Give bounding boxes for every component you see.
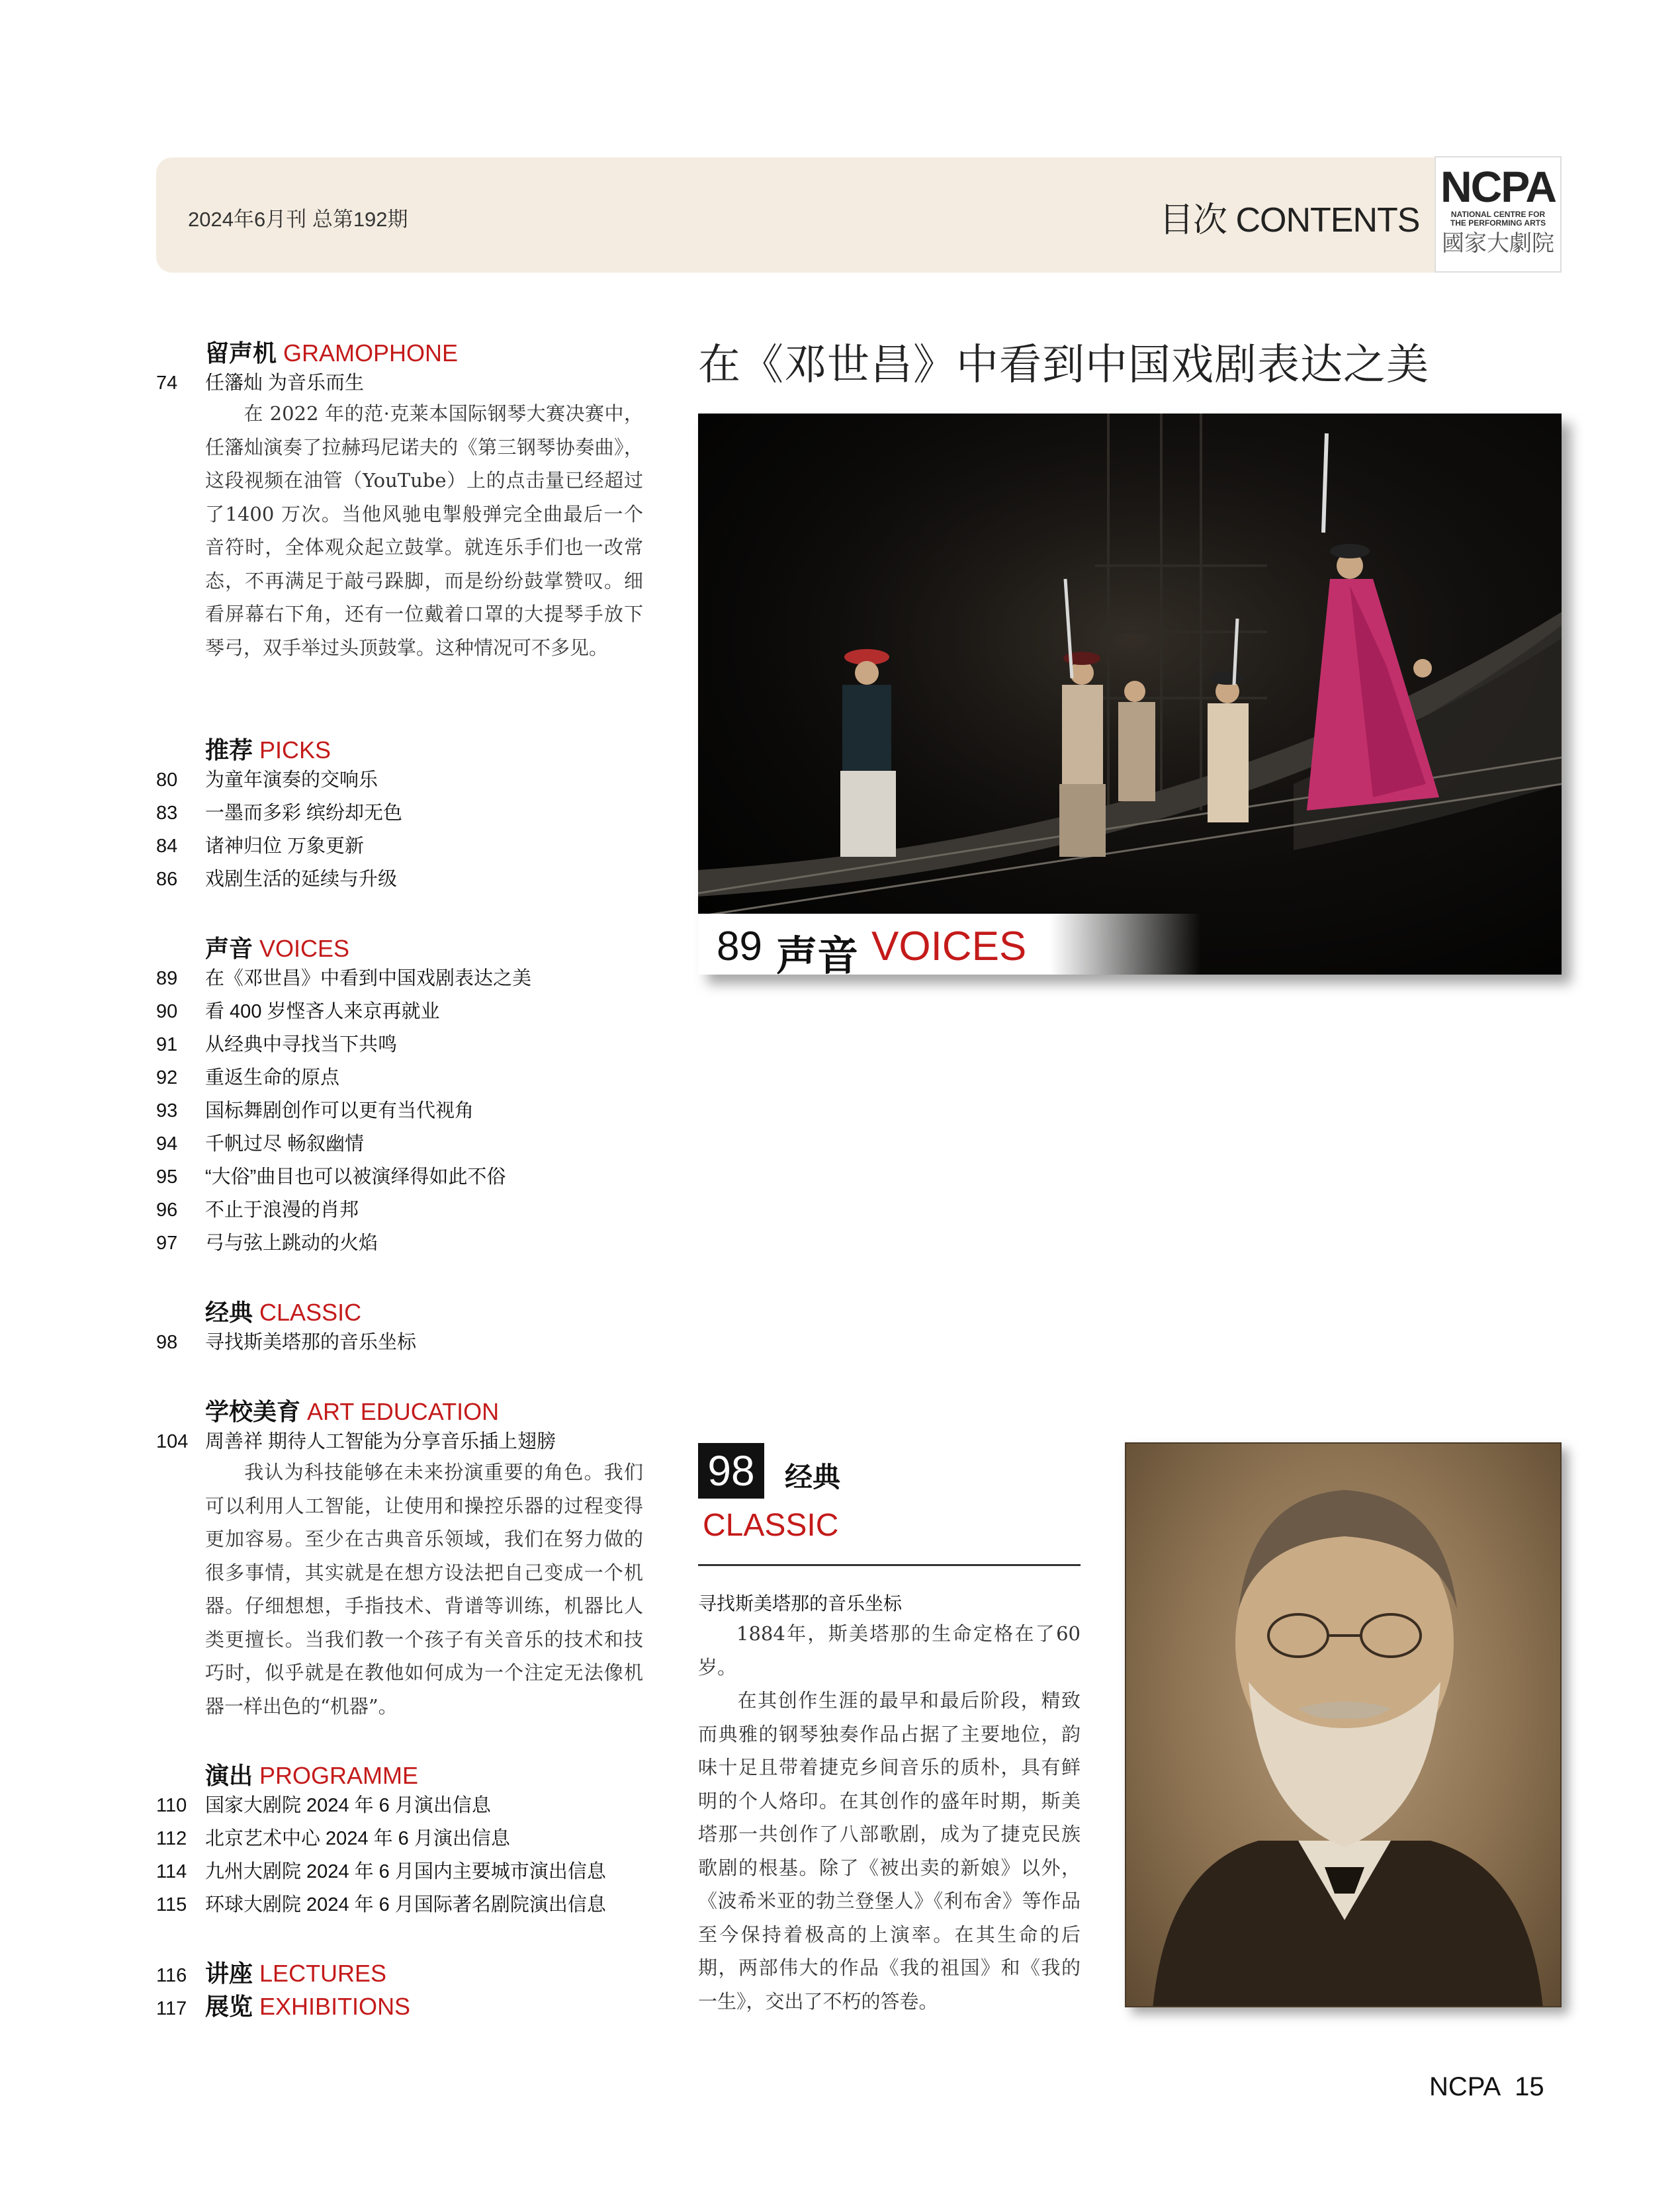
page-number: 116 [156,1965,187,1986]
page-number: 89 [156,968,178,989]
feature-headline: 在《邓世昌》中看到中国戏剧表达之美 [698,341,1429,390]
section-voices [205,930,349,964]
toc-row[interactable] [156,368,364,395]
page-number: 74 [156,372,178,394]
stage-photo[interactable] [698,414,1562,975]
page-number: 96 [156,1200,178,1221]
toc-title: 环球大剧院 2024 年 6 月国际著名剧院演出信息 [205,1894,606,1915]
page-number: 112 [156,1828,187,1849]
toc-title: 一墨而多彩 缤纷却无色 [205,803,403,824]
toc-row[interactable] [156,1162,506,1189]
page-number: 95 [156,1166,178,1188]
toc-title: 不止于浪漫的肖邦 [205,1200,359,1221]
toc-title: 北京艺术中心 2024 年 6 月演出信息 [205,1828,510,1849]
toc-row[interactable] [156,1129,364,1156]
toc-row[interactable] [156,1228,378,1255]
smetana-portrait-photo[interactable] [1125,1442,1562,2007]
toc-row[interactable] [156,864,397,891]
toc-row-exhibitions[interactable] [156,1988,410,2022]
caption-en: VOICES [871,924,1027,969]
page-footer [1429,2072,1544,2102]
section-cn: 经典 [205,1299,253,1326]
logo-main: NCPA [1440,162,1556,211]
classic-article-body: 1884年，斯美塔那的生命定格在了60岁。 在其创作生涯的最早和最后阶段，精致而典雅的钢琴独奏作品占据了主要地位，韵味十足且带着捷克乡间音乐的质朴，具有鲜明的个人烙印。在其创作的盛年时期，斯美塔那一共创作了八部歌剧，成为了捷克民族歌剧的根基。除了《被出卖的新娘》以外，《波希米亚的勃兰登堡人》《利布舍》等作品至今保持着极高的上演率。在其生命的后期，两部伟大的作品《我的祖国》和《我的一生》，交出了不朽的答卷。 [698,1622,1081,2013]
page-number: 97 [156,1233,178,1254]
footer-brand: NCPA [1429,2072,1499,2101]
toc-row[interactable] [156,831,364,858]
toc-row[interactable] [156,996,440,1024]
section-en: VOICES [259,935,350,962]
classic-number-badge: 98 [698,1443,764,1499]
toc-row[interactable] [156,765,378,792]
page-number: 15 [1515,2072,1544,2101]
section-en: CLASSIC [259,1299,362,1326]
toc-row[interactable] [156,1426,556,1454]
page-number: 115 [156,1894,187,1915]
toc-title: 从经典中寻找当下共鸣 [205,1034,398,1055]
page-number: 83 [156,803,178,824]
section-gramophone [205,335,458,369]
section-programme [205,1757,418,1791]
toc-row[interactable] [156,1890,606,1917]
section-en: PICKS [259,736,332,764]
portrait-illustration [1126,1444,1562,2007]
page-number: 86 [156,869,178,890]
page-number: 91 [156,1034,178,1055]
toc-row[interactable] [156,1790,491,1817]
toc-title: 国标舞剧创作可以更有当代视角 [205,1100,474,1121]
page-number: 84 [156,836,178,857]
logo-en-1: NATIONAL CENTRE FOR [1450,210,1546,219]
toc-title: 周善祥 期待人工智能为分享音乐插上翅膀 [205,1431,556,1452]
section-en: EXHIBITIONS [259,1993,411,2020]
toc-title: “大俗”曲目也可以被演绎得如此不俗 [205,1166,506,1188]
toc-row-lectures[interactable] [156,1955,386,1989]
ncpa-logo [1435,156,1562,273]
toc-title: 国家大剧院 2024 年 6 月演出信息 [205,1795,491,1816]
toc-row[interactable] [156,1857,606,1884]
page-number: 90 [156,1001,178,1022]
toc-row[interactable] [156,1823,510,1851]
education-excerpt: 我认为科技能够在未来扮演重要的角色。我们可以利用人工智能，让使用和操控乐器的过程变得更加容易。至少在古典音乐领域，我们在努力做的很多事情，其实就是在想方设法把自己变成一个机器。仔细想想，手指技术、背谱等训练，机器比人类更擅长。当我们教一个孩子有关音乐的技术和技巧时，似乎就是在教他如何成为一个注定无法像机器一样出色的“机器”。 [205,1461,643,1718]
toc-title: 戏剧生活的延续与升级 [205,869,398,890]
page-number: 92 [156,1067,178,1088]
section-en: ART EDUCATION [307,1398,500,1425]
section-cn: 演出 [205,1762,253,1789]
toc-row[interactable] [156,1195,359,1222]
toc-title: 九州大剧院 2024 年 6 月国内主要城市演出信息 [205,1861,606,1882]
page-number: 94 [156,1133,178,1155]
page-number: 93 [156,1100,178,1121]
page-number: 117 [156,1998,187,2019]
section-cn: 推荐 [205,736,253,764]
toc-title: 弓与弦上跳动的火焰 [205,1233,378,1254]
toc-row[interactable] [156,1029,397,1057]
page-number: 114 [156,1861,187,1882]
section-picks [205,732,331,766]
section-en: GRAMOPHONE [283,339,459,367]
section-cn: 学校美育 [205,1398,301,1425]
section-en: PROGRAMME [259,1762,419,1789]
section-classic [205,1294,361,1328]
toc-row[interactable] [156,1063,339,1090]
logo-cn: 國家大劇院 [1442,230,1554,257]
toc-title: 为童年演奏的交响乐 [205,769,378,791]
section-education [205,1393,499,1427]
issue-label: 2024年6月刊 总第192期 [188,208,408,231]
toc-row[interactable] [156,963,531,990]
classic-cn-label: 经典 [785,1462,841,1493]
toc-row[interactable] [156,798,402,825]
section-cn: 展览 [205,1993,253,2020]
logo-en-2: THE PERFORMING ARTS [1450,218,1546,228]
page-number: 110 [156,1795,187,1816]
toc-title: 重返生命的原点 [205,1067,340,1088]
caption-number: 89 [717,924,762,969]
toc-title: 诸神归位 万象更新 [205,836,365,857]
contents-title: 目次 CONTENTS [1159,201,1420,240]
toc-title: 在《邓世昌》中看到中国戏剧表达之美 [205,968,532,989]
toc-title: 任籓灿 为音乐而生 [205,372,365,394]
classic-article-title[interactable]: 寻找斯美塔那的音乐坐标 [698,1593,903,1614]
gramophone-excerpt: 在 2022 年的范·克莱本国际钢琴大赛决赛中，任籓灿演奏了拉赫玛尼诺夫的《第三钢琴协奏曲》，这段视频在油管（YouTube）上的点击量已经超过了1400 万次。当他风驰电掣般弹完全曲最后一个音符时，全体观众起立鼓掌。就连乐手们也一改常态，不再满足于敲弓跺脚，而是纷纷鼓掌赞叹。细看屏幕右下角，还有一位戴着口罩的大提琴手放下琴弓，双手举过头顶鼓掌。这种情况可不多见。 [205,402,643,659]
page-number: 104 [156,1431,189,1452]
stage-caption [698,914,1201,975]
section-cn: 留声机 [205,339,277,367]
page-number: 98 [156,1332,178,1353]
toc-row[interactable] [156,1327,416,1354]
section-cn: 讲座 [205,1960,253,1987]
section-cn: 声音 [205,935,253,962]
caption-cn: 声音 [776,934,859,975]
page-number: 80 [156,769,178,791]
stage-scene-illustration [698,414,1562,975]
toc-row[interactable] [156,1096,474,1123]
toc-title: 千帆过尽 畅叙幽情 [205,1133,365,1155]
toc-title: 寻找斯美塔那的音乐坐标 [205,1332,417,1353]
classic-en-label: CLASSIC [703,1508,839,1543]
section-en: LECTURES [259,1960,387,1987]
toc-title: 看 400 岁悭吝人来京再就业 [205,1001,440,1022]
classic-divider [698,1564,1081,1566]
